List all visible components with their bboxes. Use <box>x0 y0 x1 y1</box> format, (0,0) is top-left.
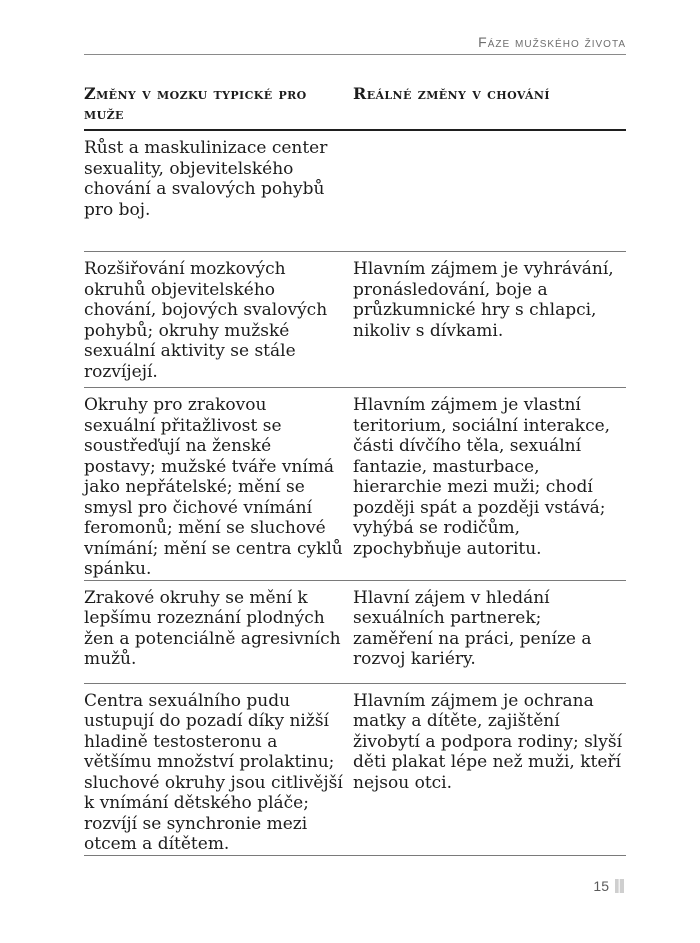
table-row <box>84 683 626 856</box>
column-header-behavior: Reálné změny v chování <box>353 84 550 103</box>
cell-brain: Okruhy pro zrakovou sexuální přitažlivost se soustřeďují na ženské postavy; mužské tváře vnímá jako nepřátelské; mění se smysl pro čichové vnímání feromonů; mění se sluchové vnímání; mění se centra cyklů spánku. <box>84 395 343 579</box>
table-row <box>84 131 626 251</box>
cell-brain: Centra sexuálního pudu ustupují do pozadí díky nižší hladině testosteronu a většímu množství prolaktinu; sluchové okruhy jsou citlivější k vnímání dětského pláče; rozvíjí se synchronie mezi otcem a dítětem. <box>84 690 343 854</box>
cell-behavior: Hlavním zájmem je vlastní teritorium, sociální interakce, části dívčího těla, sexuální fantazie, masturbace, hierarchie mezi muži; chodí později spát a později vstává; vyhýbá se rodičům, zpochybňuje autoritu. <box>353 395 611 559</box>
cell-behavior: Hlavním zájmem je vyhrávání, pronásledování, boje a průzkumnické hry s chlapci, nikoliv s dívkami. <box>353 259 614 341</box>
cell-behavior: Hlavním zájmem je ochrana matky a dítěte, zajištění živobytí a podpora rodiny; slyší děti plakat lépe než muži, kteří nejsou otci. <box>353 690 623 793</box>
cell-brain: Rozšiřování mozkových okruhů objevitelského chování, bojových svalových pohybů; okruhy mužské sexuální aktivity se stále rozvíjejí. <box>84 259 328 382</box>
page-number: 15 <box>593 878 609 894</box>
cell-brain: Zrakové okruhy se mění k lepšímu rozeznání plodných žen a potenciálně agresivních mužů. <box>84 587 341 669</box>
brain-behavior-table <box>84 84 626 856</box>
page-footer <box>593 878 624 894</box>
cell-behavior: Hlavní zájem v hledání sexuálních partnerek; zaměření na práci, peníze a rozvoj kariéry. <box>353 587 592 669</box>
column-header-brain: Změny v mozku typické pro muže <box>84 84 307 123</box>
table-row <box>84 251 626 387</box>
table-row <box>84 387 626 580</box>
cell-brain: Růst a maskulinizace center sexuality, objevitelského chování a svalových pohybů pro boj. <box>84 138 328 220</box>
page-marker-icon <box>615 879 624 893</box>
running-head: Fáze mužského života <box>84 34 626 55</box>
table-row <box>84 580 626 683</box>
table-header-row <box>84 84 626 131</box>
cell-behavior <box>353 138 626 251</box>
